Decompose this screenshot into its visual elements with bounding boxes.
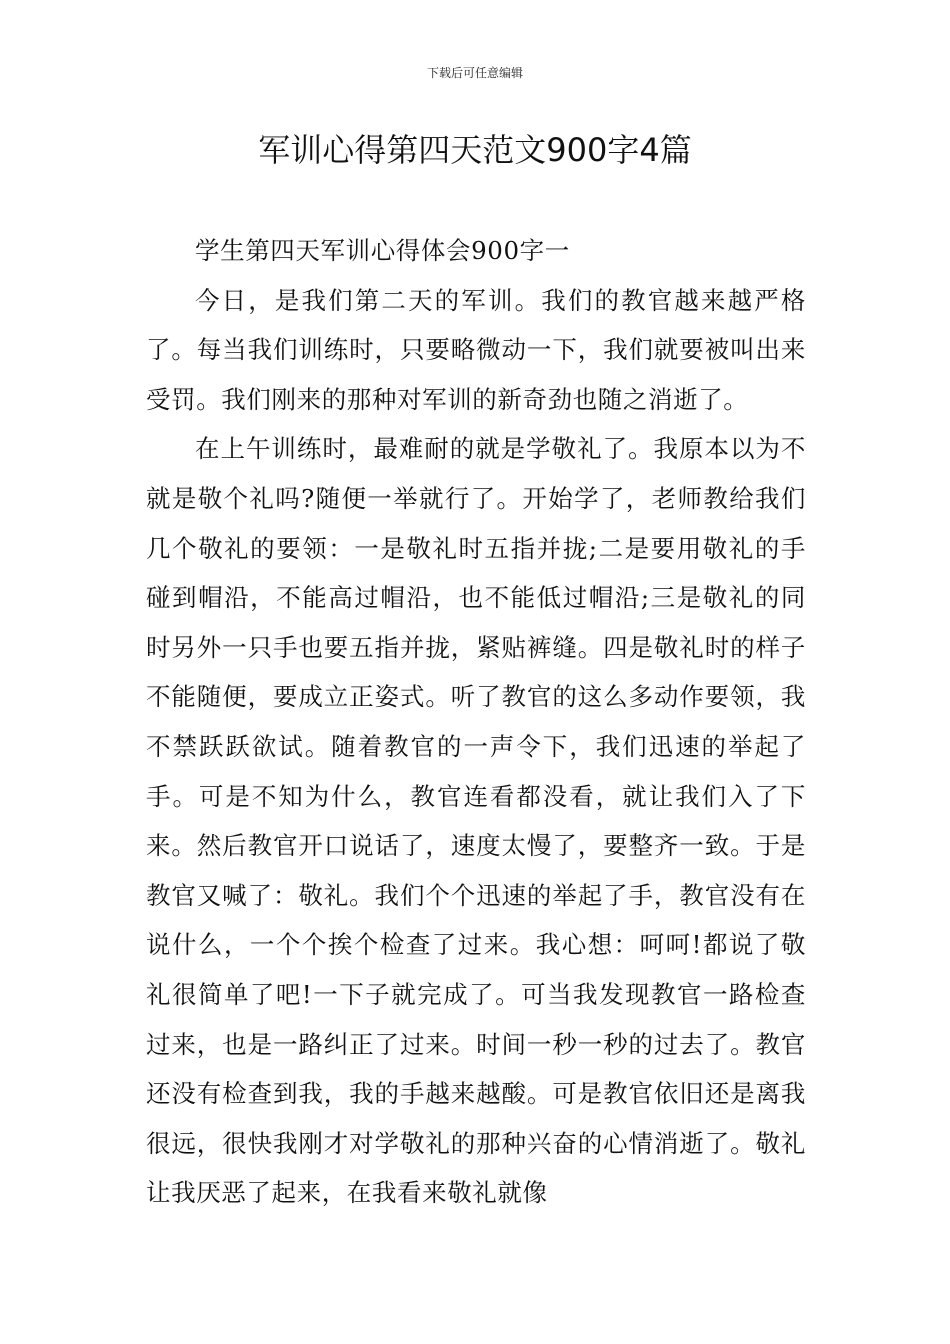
section-subtitle: 学生第四天军训心得体会900字一: [195, 236, 570, 265]
document-title: 军训心得第四天范文900字4篇: [258, 131, 692, 169]
paragraph-1: 今日，是我们第二天的军训。我们的教官越来越严格了。每当我们训练时，只要略微动一下，我们就要被叫出来受罚。我们刚来的那种对军训的新奇劲也随之消逝了。: [146, 285, 806, 414]
paragraph-2: 在上午训练时，最难耐的就是学敬礼了。我原本以为不就是敬个礼吗?随便一举就行了。开始学了，老师教给我们几个敬礼的要领：一是敬礼时五指并拢;二是要用敬礼的手碰到帽沿，不能高过帽沿，也不能低过帽沿;三是敬礼的同时另外一只手也要五指并拢，紧贴裤缝。四是敬礼时的样子不能随便，要成立正姿式。听了教官的这么多动作要领，我不禁跃跃欲试。随着教官的一声令下，我们迅速的举起了手。可是不知为什么，教官连看都没看，就让我们入了下来。然后教官开口说话了，速度太慢了，要整齐一致。于是教官又喊了：敬礼。我们个个迅速的举起了手，教官没有在说什么，一个个挨个检查了过来。我心想：呵呵!都说了敬礼很简单了吧!一下子就完成了。可当我发现教官一路检查过来，也是一路纠正了过来。时间一秒一秒的过去了。教官还没有检查到我，我的手越来越酸。可是教官依旧还是离我很远，很快我刚才对学敬礼的那种兴奋的心情消逝了。敬礼让我厌恶了起来，在我看来敬礼就像: [146, 434, 806, 1208]
header-note: 下载后可任意编辑: [426, 66, 523, 80]
document-body: [146, 226, 806, 1218]
